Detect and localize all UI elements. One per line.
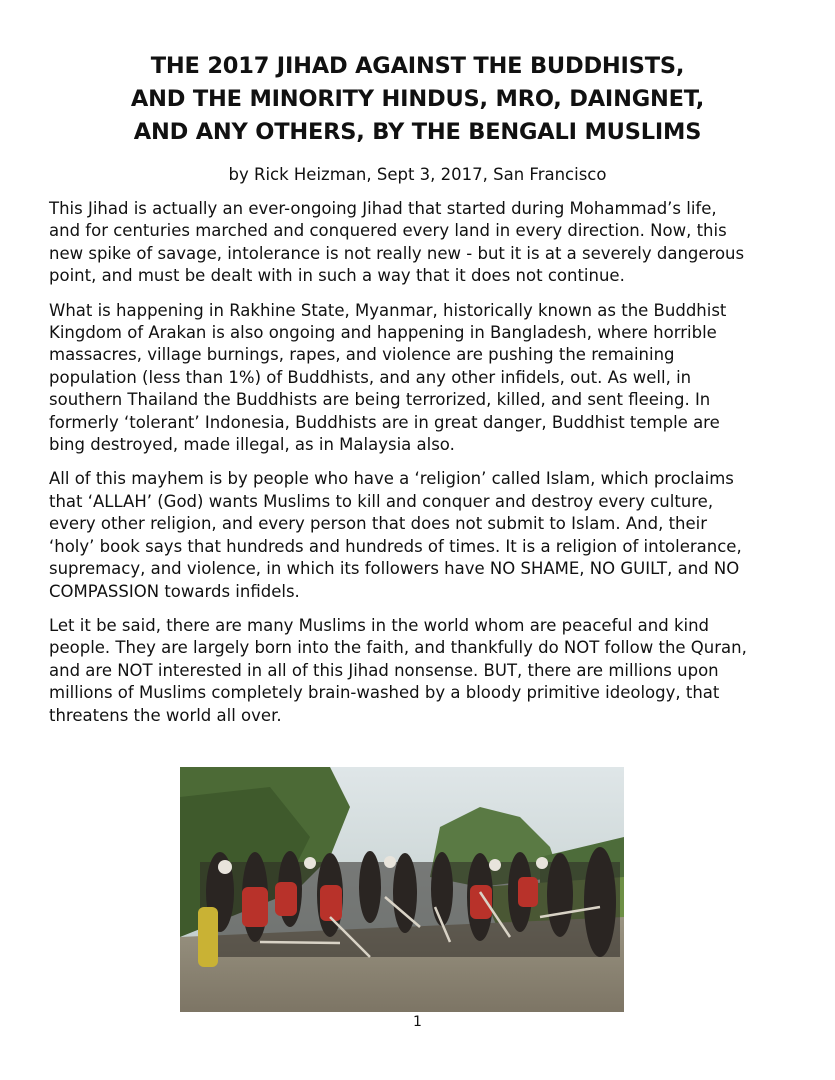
paragraph-line: and for centuries marched and conquered every land in every direction. Now, this <box>49 221 727 241</box>
paragraph-line: millions of Muslims completely brain-washed by a bloody primitive ideology, that <box>49 683 720 703</box>
paragraph-line: What is happening in Rakhine State, Myanmar, historically known as the Buddhist <box>49 300 727 320</box>
page-number: 1 <box>413 1014 422 1030</box>
paragraph-4 <box>49 615 794 727</box>
paragraph-line: COMPASSION towards infidels. <box>49 581 300 601</box>
paragraph-line: Let it be said, there are many Muslims in the world whom are peaceful and kind <box>49 615 710 635</box>
paragraph-line: supremacy, and violence, in which its followers have NO SHAME, NO GUILT, and NO <box>49 559 740 579</box>
paragraph-1 <box>49 198 794 288</box>
paragraph-line: massacres, village burnings, rapes, and violence are pushing the remaining <box>49 345 675 365</box>
paragraph-line: bing destroyed, made illegal, as in Malaysia also. <box>49 435 455 455</box>
title-line-3: AND ANY OTHERS, BY THE BENGALI MUSLIMS <box>133 119 702 145</box>
paragraph-line: All of this mayhem is by people who have a ‘religion’ called Islam, which proclaims <box>49 469 734 489</box>
paragraph-line: threatens the world all over. <box>49 705 282 725</box>
title-line-1: THE 2017 JIHAD AGAINST THE BUDDHISTS, <box>150 53 685 79</box>
paragraph-line: This Jihad is actually an ever-ongoing Jihad that started during Mohammad’s life, <box>49 199 717 218</box>
paragraph-line: Kingdom of Arakan is also ongoing and happening in Bangladesh, where horrible <box>49 323 717 343</box>
paragraph-line: population (less than 1%) of Buddhists, and any other infidels, out. As well, in <box>49 367 692 387</box>
crowd-photo <box>180 767 624 1012</box>
paragraph-2 <box>49 300 794 457</box>
paragraph-line: that ‘ALLAH’ (God) wants Muslims to kill and conquer and destroy every culture, <box>49 491 714 511</box>
paragraph-line: every other religion, and every person that does not submit to Islam. And, their <box>49 514 708 534</box>
paragraph-line: formerly ‘tolerant’ Indonesia, Buddhists are in great danger, Buddhist temple are <box>49 412 720 432</box>
paragraph-3 <box>49 468 794 602</box>
paragraph-line: ‘holy’ book says that hundreds and hundreds of times. It is a religion of intolerance, <box>49 536 742 556</box>
paragraph-line: and are NOT interested in all of this Jihad nonsense. BUT, there are millions upon <box>49 660 719 680</box>
byline: by Rick Heizman, Sept 3, 2017, San Francisco <box>228 165 607 184</box>
paragraph-line: new spike of savage, intolerance is not really new - but it is at a severely dangerous <box>49 243 745 263</box>
title-line-2: AND THE MINORITY HINDUS, MRO, DAINGNET, <box>130 86 705 112</box>
document-title <box>40 50 795 149</box>
paragraph-line: people. They are largely born into the faith, and thankfully do NOT follow the Quran, <box>49 638 747 658</box>
paragraph-line: southern Thailand the Buddhists are being terrorized, killed, and sent fleeing. In <box>49 390 711 410</box>
body-text <box>49 198 794 739</box>
paragraph-line: point, and must be dealt with in such a way that it does not continue. <box>49 266 625 286</box>
crowd-photo-illustration <box>180 767 624 1012</box>
